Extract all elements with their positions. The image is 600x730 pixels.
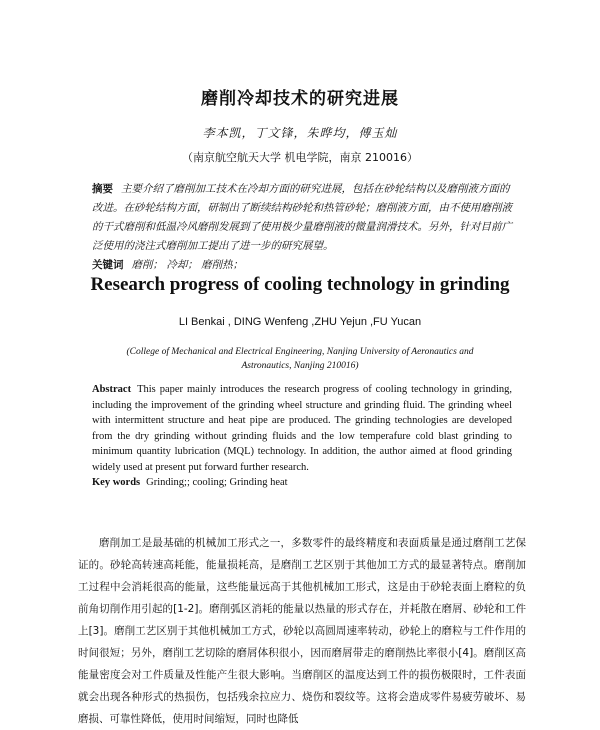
body-paragraph: 磨削加工是最基础的机械加工形式之一，多数零件的最终精度和表面质量是通过磨削工艺保证的。砂轮高转速高耗能，能量损耗高，是磨削工艺区别于其他加工方式的最显著特点。磨削加工过程中会消耗很高的能量，这些能量远高于其他机械加工形式，这是由于砂轮表面上磨粒的负前角切削作用引起的[1-2]。磨削弧区消耗的能量以热量的形式存在，并耗散在磨屑、砂轮和工件上[3]。磨削工艺区别于其他机械加工方式，砂轮以高圆周速率转动，砂轮上的磨粒与工件作用的时间很短；另外，磨削工艺切除的磨屑体积很小，因而磨屑带走的磨削热比率很小[4]。磨削区高能量密度会对工件质量及性能产生很大影响。当磨削区的温度达到工件的损伤极限时，工件表面就会出现各种形式的热损伤，包括残余拉应力、烧伤和裂纹等。这将会造成零件易疲劳破坏、易磨损、可靠性降低，使用时间缩短，同时也降低	[78, 537, 526, 725]
chinese-abstract-block	[92, 180, 512, 275]
english-abstract-text: This paper mainly introduces the research progress of cooling technology in grinding, including the improvement of the grinding wheel structure and grinding fluid. The grinding wheel with intermittent structure and heat pipe are produced. The grinding technologies are developed from the dry grinding without grinding fluids and the low temperafure cold blast grinding to minimum quantity lubrication (MQL) technology. In addition, the author aimed at flood grinding widely used at present put forward further research.	[92, 384, 512, 473]
chinese-abstract-label: 摘要	[92, 183, 113, 195]
english-abstract-block	[92, 382, 512, 491]
chinese-keywords-label: 关键词	[92, 259, 124, 271]
chinese-keywords-text: 磨削； 冷却； 磨削热；	[131, 259, 244, 271]
english-affiliation: (College of Mechanical and Electrical Engineering, Nanjing University of Aeronautics and Astronautics, Nanjing 210016)	[126, 347, 474, 371]
chinese-authors: 李本凯，丁文锋，朱晔均，傅玉灿	[202, 126, 398, 140]
english-authors: LI Benkai , DING Wenfeng ,ZHU Yejun ,FU Yucan	[178, 316, 422, 328]
english-title: Research progress of cooling technology in grinding	[90, 274, 510, 295]
chinese-title: 磨削冷却技术的研究进展	[201, 89, 399, 109]
english-keywords-label: Key words	[92, 477, 141, 488]
chinese-abstract-text: 主要介绍了磨削加工技术在冷却方面的研究进展，包括在砂轮结构以及磨削液方面的改进。在砂轮结构方面，研制出了断续结构砂轮和热管砂轮；磨削液方面，由不使用磨削液的干式磨削和低温冷风磨削发展到了使用极少量磨削液的微量润滑技术。另外，针对目前广泛使用的浇注式磨削加工提出了进一步的研究展望。	[92, 183, 512, 252]
body-text	[78, 532, 526, 730]
english-abstract-label: Abstract	[92, 384, 132, 395]
english-keywords-text: Grinding;; cooling; Grinding heat	[146, 477, 288, 488]
chinese-affiliation: （南京航空航天大学 机电学院，南京 210016）	[182, 151, 418, 164]
